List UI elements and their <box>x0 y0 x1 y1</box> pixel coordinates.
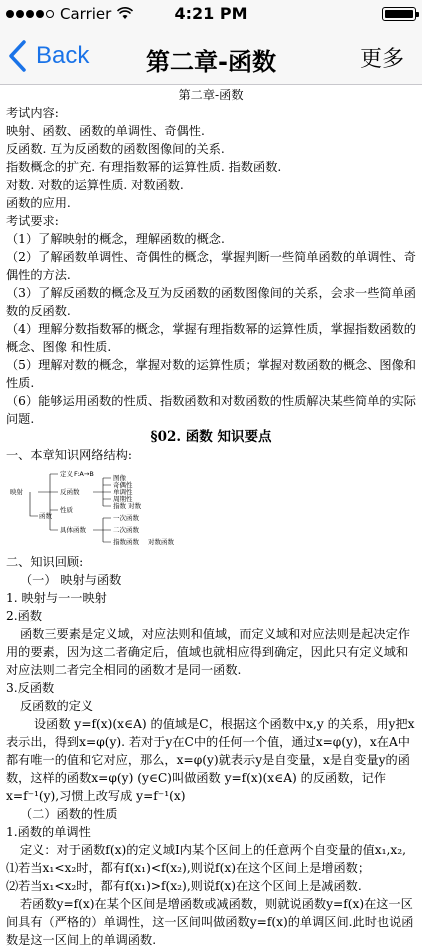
page-title: 第二章-函数 <box>146 48 276 76</box>
diagram-label: 指数 对数 <box>113 502 142 510</box>
carrier-label: Carrier <box>60 5 112 23</box>
diagram-label: 反函数 <box>60 488 80 496</box>
review-line: 2.函数 <box>6 609 43 623</box>
diagram-label: 二次函数 <box>113 526 139 534</box>
diagram-label: 奇偶性 <box>113 481 133 489</box>
doc-line: （6）能够运用函数的性质、指数函数和对数函数的性质解决某些简单的实际问题. <box>6 394 416 426</box>
review-line: 1.函数的单调性 <box>6 825 91 839</box>
status-time: 4:21 PM <box>174 4 248 23</box>
doc-line: 考试要求: <box>6 214 59 228</box>
battery-icon <box>382 7 416 21</box>
diagram-label: 指数函数 <box>113 538 139 546</box>
review-paragraph: 设函数 y=f(x)(x∈A) 的值域是C，根据这个函数中x,y 的关系，用y把x表示出，得到x=φ(y). 若对于y在C中的任何一个值，通过x=φ(y)，x在A中都有唯一的值和它对应，那么，x=φ(y)就表示y是自变量，x是自变量y的函数，这样的函数x=φ(y) (y∈C)叫做函数 y=f(x)(x∈A) 的反函数，记作x=f⁻¹(y),习惯上改写成 y=f⁻¹(x) <box>6 717 415 803</box>
diagram-label: 性质 <box>60 506 73 514</box>
review-line: 定义：对于函数f(x)的定义域I内某个区间上的任意两个自变量的值x₁,x₂, <box>20 843 407 857</box>
review-line: 二、知识回顾: <box>6 555 84 569</box>
review-line: ⑴若当x₁<x₂时，都有f(x₁)<f(x₂),则说f(x)在这个区间上是增函数； <box>6 861 371 875</box>
diagram-label: F:A→B <box>74 470 94 478</box>
review-line: 反函数的定义 <box>20 699 94 713</box>
diagram-label: 单调性 <box>113 488 133 496</box>
back-label: Back <box>36 42 90 69</box>
diagram-label: 周期性 <box>113 495 133 503</box>
review-paragraph: 函数三要素是定义域，对应法则和值域，而定义域和对应法则是起决定作用的要素，因为这二者确定后，值域也就相应得到确定，因此只有定义域和对应法则二者完全相同的函数才是同一函数. <box>6 627 410 677</box>
review-line: ⑵若当x₁<x₂时，都有f(x₁)>f(x₂),则说f(x)在这个区间上是减函数. <box>6 879 362 893</box>
doc-line: 函数的应用. <box>6 196 71 210</box>
doc-line: （2）了解函数单调性、奇偶性的概念，掌握判断一些简单函数的单调性、奇偶性的方法. <box>6 250 416 282</box>
diagram-label: 映射 <box>10 488 23 496</box>
doc-line: 映射、函数、函数的单调性、奇偶性. <box>6 124 205 138</box>
doc-line: （4）理解分数指数幂的概念，掌握有理指数幂的运算性质，掌握指数函数的概念、图像 和性质. <box>6 322 416 354</box>
knowledge-network-diagram <box>8 466 208 546</box>
document-title: 第二章-函数 <box>178 88 244 102</box>
status-bar <box>0 0 422 28</box>
diagram-label: 函数 <box>39 512 52 520</box>
doc-line: 指数概念的扩充. 有理指数幂的运算性质. 指数函数. <box>6 160 282 174</box>
diagram-label: 对数函数 <box>148 538 174 546</box>
doc-line: 反函数. 互为反函数的函数图像间的关系. <box>6 142 225 156</box>
doc-line: 对数. 对数的运算性质. 对数函数. <box>6 178 184 192</box>
review-line: （一） 映射与函数 <box>20 573 122 587</box>
more-button[interactable]: 更多 <box>359 47 404 72</box>
review-paragraph: 若函数y=f(x)在某个区间是增函数或减函数，则就说函数y=f(x)在这一区间具有（严格的）单调性，这一区间叫做函数y=f(x)的单调区间.此时也说函数是这一区间上的单调函数. <box>6 897 414 947</box>
diagram-label: 一次函数 <box>113 514 139 522</box>
doc-line: （3）了解反函数的概念及互为反函数的函数图像间的关系，会求一些简单函数的反函数. <box>6 286 416 318</box>
review-line: （二）函数的性质 <box>20 807 118 821</box>
diagram-label: 定义 <box>60 470 73 478</box>
doc-line: （1）了解映射的概念，理解函数的概念. <box>6 232 225 246</box>
diagram-label: 具体函数 <box>60 526 86 534</box>
review-line: 1. 映射与一一映射 <box>6 591 107 605</box>
section-title: §02. 函数 知识要点 <box>150 429 272 445</box>
review-line: 3.反函数 <box>6 681 55 695</box>
structure-heading: 一、本章知识网络结构: <box>6 448 132 462</box>
diagram-label: 图像 <box>113 474 126 482</box>
doc-line: （5）理解对数的概念，掌握对数的运算性质；掌握对数函数的概念、图像和性质. <box>6 358 416 390</box>
doc-line: 考试内容: <box>6 106 59 120</box>
navigation-bar <box>0 28 422 85</box>
document-content[interactable] <box>0 86 422 947</box>
